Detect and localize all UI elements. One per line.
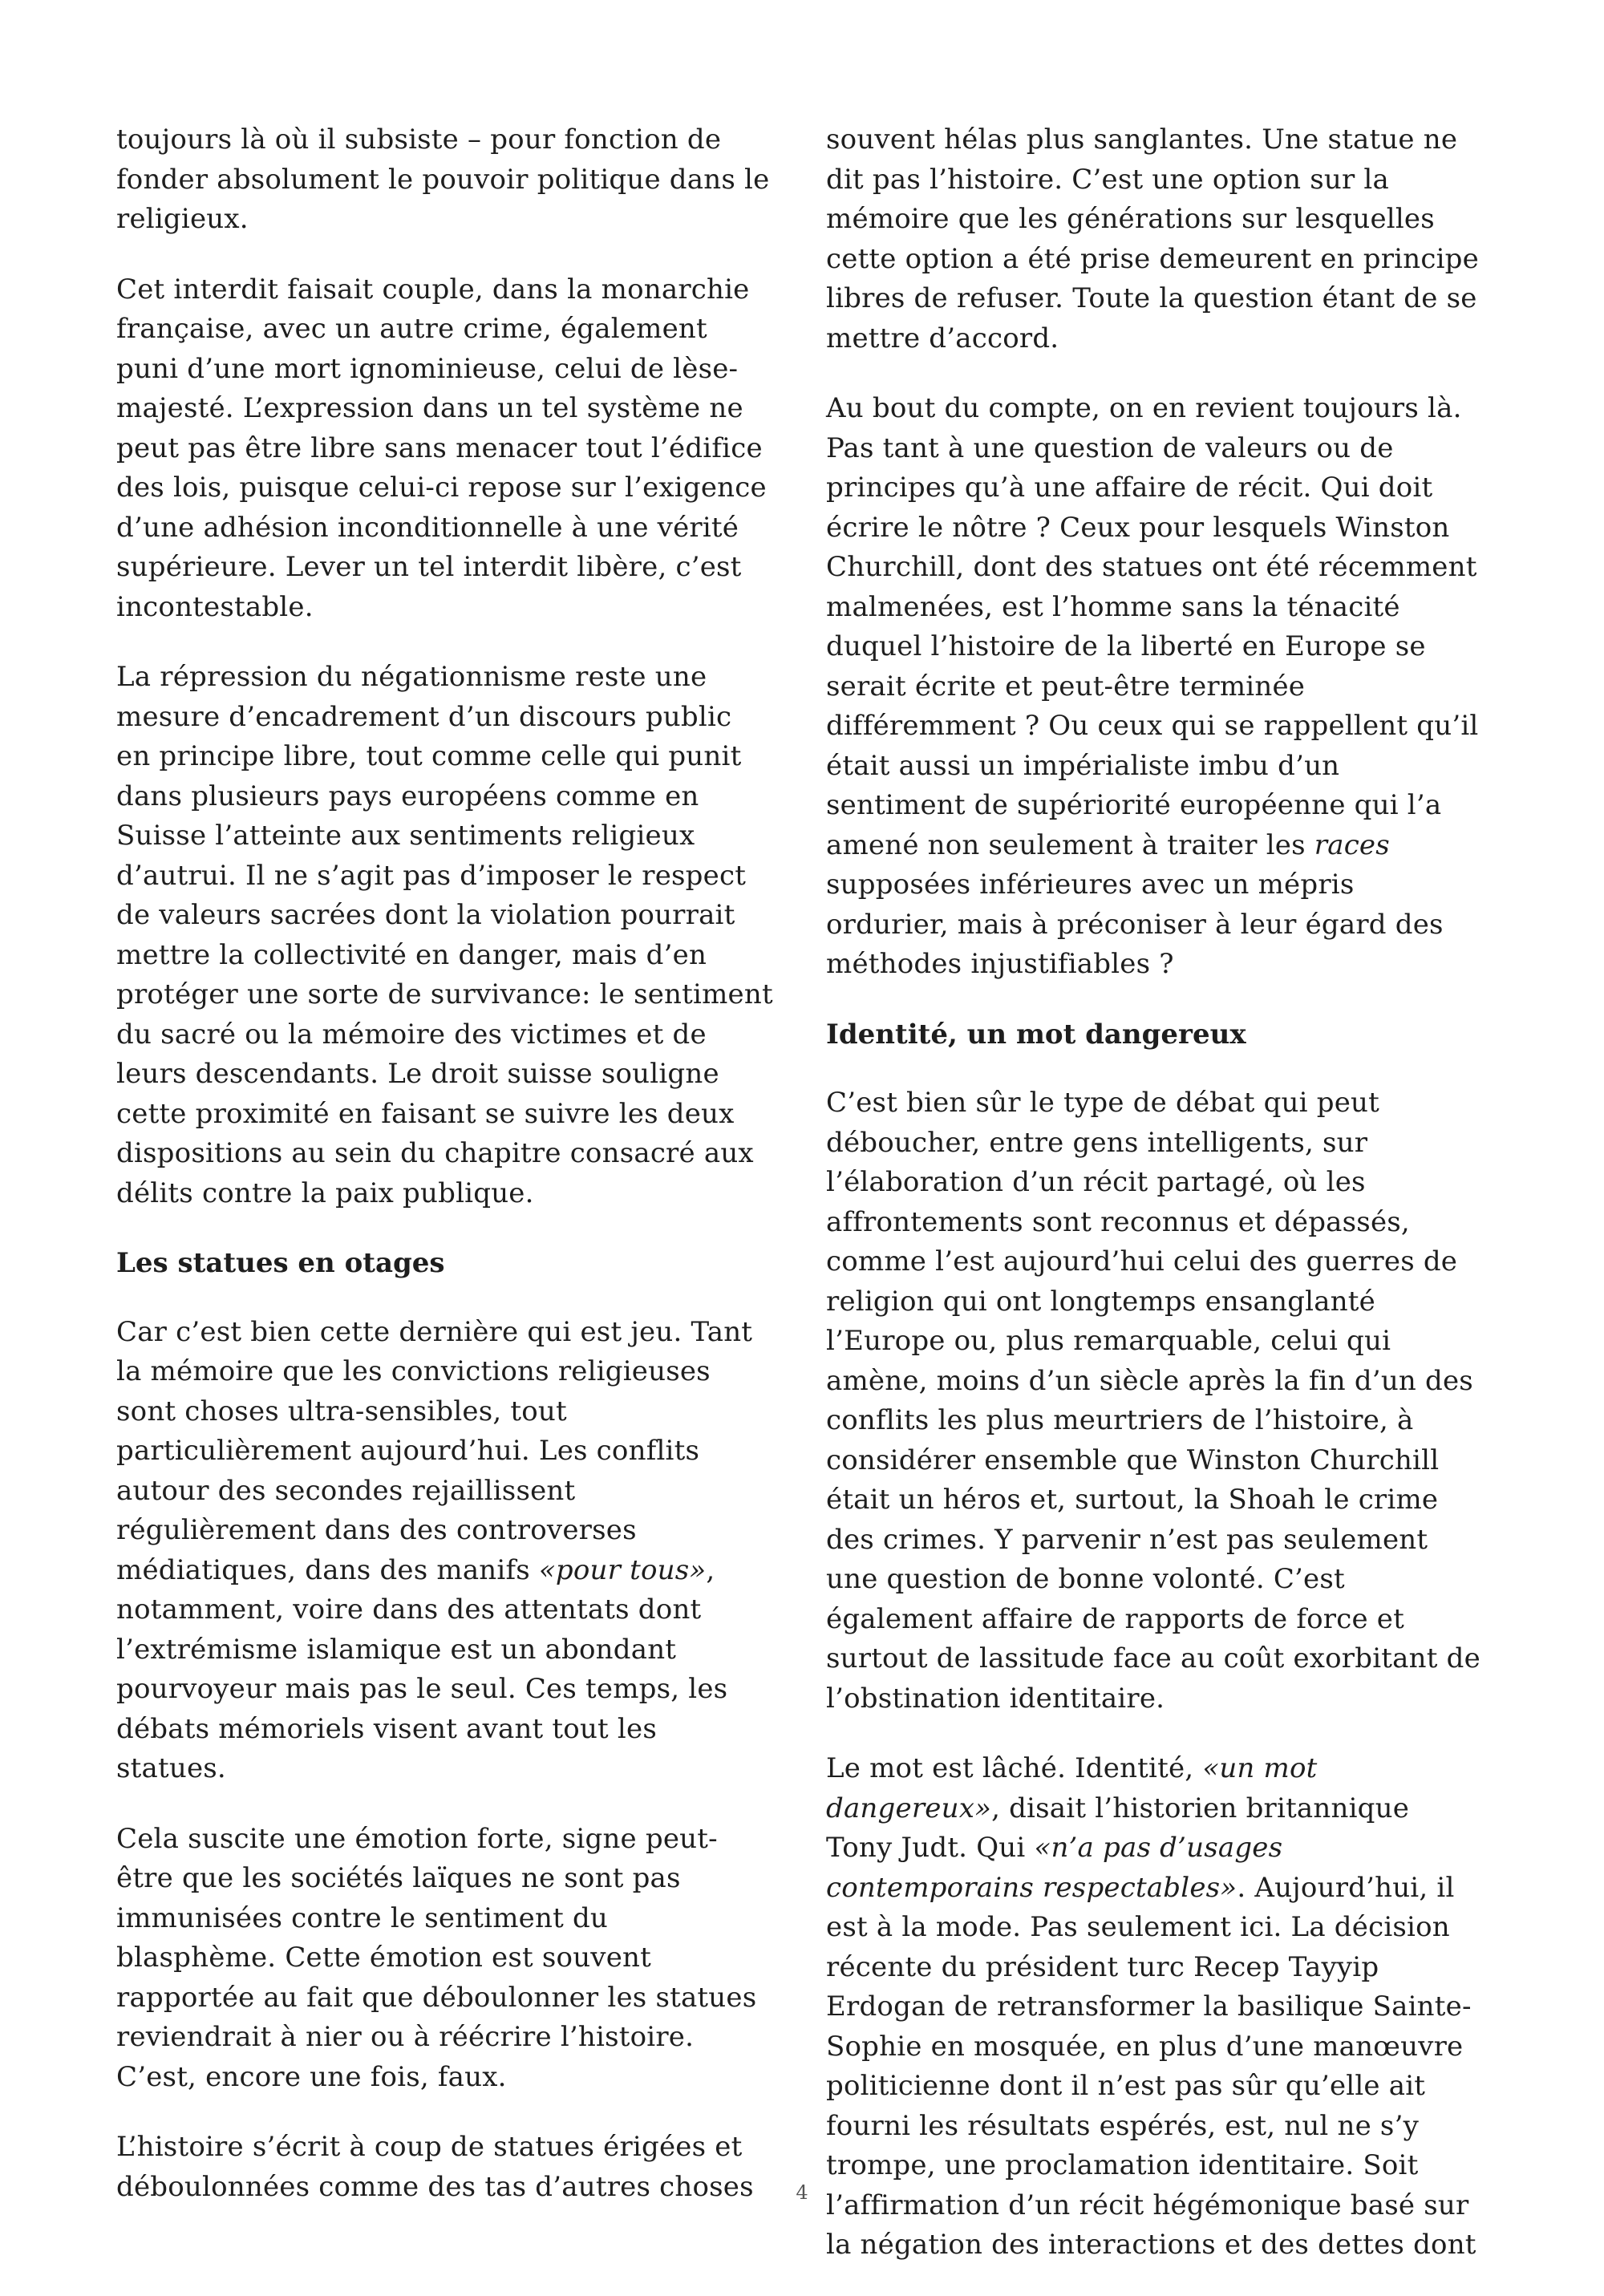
paragraph: La répression du négationnisme reste une mesure d’encadrement d’un discours public en principe libre, tout comme celle qui punit dans plusieurs pays européens comme en Suisse l’atteinte aux sentiments religieux d’autrui. Il ne s’agit pas d’imposer le respect de valeurs sacrées dont la violation pourrait mettre la collectivité en danger, mais d’en protéger une sorte de survivance: le sentiment du sacré ou la mémoire des victimes et de leurs descendants. Le droit suisse souligne cette proximité en faisant se suivre les deux dispositions au sein du chapitre consacré aux délits contre la paix publique. — [116, 661, 773, 1209]
paragraph: toujours là où il subsiste – pour fonction de fonder absolument le pouvoir politique dans le religieux. — [116, 124, 770, 235]
page-number: 4 — [796, 2181, 808, 2204]
italic-quote: «un mot dangereux» — [826, 1752, 1318, 1824]
paragraph: L’histoire s’écrit à coup de statues érigées et déboulonnées comme des tas d’autres choses — [116, 2131, 754, 2203]
text-run: supposées inférieures avec un mépris ordurier, mais à préconiser à leur égard des méthodes injustifiables ? — [826, 869, 1444, 980]
text-run: , disait l’historien britannique Tony Judt. Qui — [826, 1792, 1410, 1864]
paragraph: C’est bien sûr le type de débat qui peut déboucher, entre gens intelligents, sur l’élaboration d’un récit partagé, où les affrontements sont reconnus et dépassés, comme l’est aujourd’hui celui des guerres de religion qui ont longtemps ensanglanté l’Europe ou, plus remarquable, celui qui amène, moins d’un siècle après la fin d’un des conflits les plus meurtriers de l’histoire, à considérer ensemble que Winston Churchill était un héros et, surtout, la Shoah le crime des crimes. Y parvenir n’est pas seulement une question de bonne volonté. C’est également affaire de rapports de force et surtout de lassitude face au coût exorbitant de l’obstination identitaire. — [826, 1087, 1480, 1715]
text-run: Au bout du compte, on en revient toujours là. Pas tant à une question de valeurs ou de principes qu’à une affaire de récit. Qui doit écrire le nôtre ? Ceux pour lesquels Winston Churchill, dont des statues ont été récemment malmenées, est l’homme sans la ténacité duquel l’histoire de la liberté en Europe se serait écrite et peut-être terminée différemment ? Ou ceux qui se rappellent qu’il était aussi un impérialiste imbu d’un sentiment de supériorité européenne qui l’a amené non seulement à traiter les — [826, 392, 1479, 861]
section-heading: Les statues en otages — [116, 1247, 445, 1279]
italic-quote: «pour tous» — [538, 1553, 707, 1586]
text-run: Car c’est bien cette dernière qui est jeu. Tant la mémoire que les convictions religieuses sont choses ultra-sensibles, tout particulièrement aujourd’hui. Les conflits autour des secondes rejaillissent régulièrement dans des controverses médiatiques, dans des manifs — [116, 1315, 753, 1586]
paragraph: Cela suscite une émotion forte, signe peut-être que les sociétés laïques ne sont pas immunisées contre le sentiment du blasphème. Cette émotion est souvent rapportée au fait que déboulonner les statues reviendrait à nier ou à réécrire l’histoire. C’est, encore une fois, faux. — [116, 1822, 757, 2093]
italic-word: races — [1314, 828, 1390, 861]
left-column — [116, 120, 774, 2237]
text-run: Le mot est lâché. Identité, — [826, 1752, 1203, 1784]
paragraph — [116, 1313, 774, 1789]
section-heading: Identité, un mot dangereux — [826, 1018, 1246, 1051]
paragraph: Cet interdit faisait couple, dans la monarchie française, avec un autre crime, également puni d’une mort ignominieuse, celui de lèse-majesté. L’expression dans un tel système ne peut pas être libre sans menacer tout l’édifice des lois, puisque celui-ci repose sur l’exigence d’une adhésion inconditionnelle à une vérité supérieure. Lever un tel interdit libère, c’est incontestable. — [116, 273, 767, 623]
right-column — [826, 120, 1484, 2296]
paragraph: souvent hélas plus sanglantes. Une statue ne dit pas l’histoire. C’est une option sur la mémoire que les générations sur lesquelles cette option a été prise demeurent en principe libres de refuser. Toute la question étant de se mettre d’accord. — [826, 124, 1479, 354]
paragraph — [826, 389, 1484, 985]
text-run: , notamment, voire dans des attentats dont l’extrémisme islamique est un abondant pourvoyeur mais pas le seul. Ces temps, les débats mémoriels visent avant tout les statues. — [116, 1553, 728, 1784]
italic-quote: «n’a pas d’usages contemporains respectables» — [826, 1832, 1283, 1904]
text-run: . Aujourd’hui, il est à la mode. Pas seulement ici. La décision récente du président turc Recep Tayyip Erdogan de retransformer la basilique Sainte-Sophie en mosquée, en plus d’une manœuvre politicienne dont il n’est pas sûr qu’elle ait fourni les résultats espérés, est, nul ne s’y trompe, une proclamation identitaire. Soit l’affirmation d’un récit hégémonique basé sur la négation des interactions et des dettes dont — [826, 1871, 1476, 2261]
